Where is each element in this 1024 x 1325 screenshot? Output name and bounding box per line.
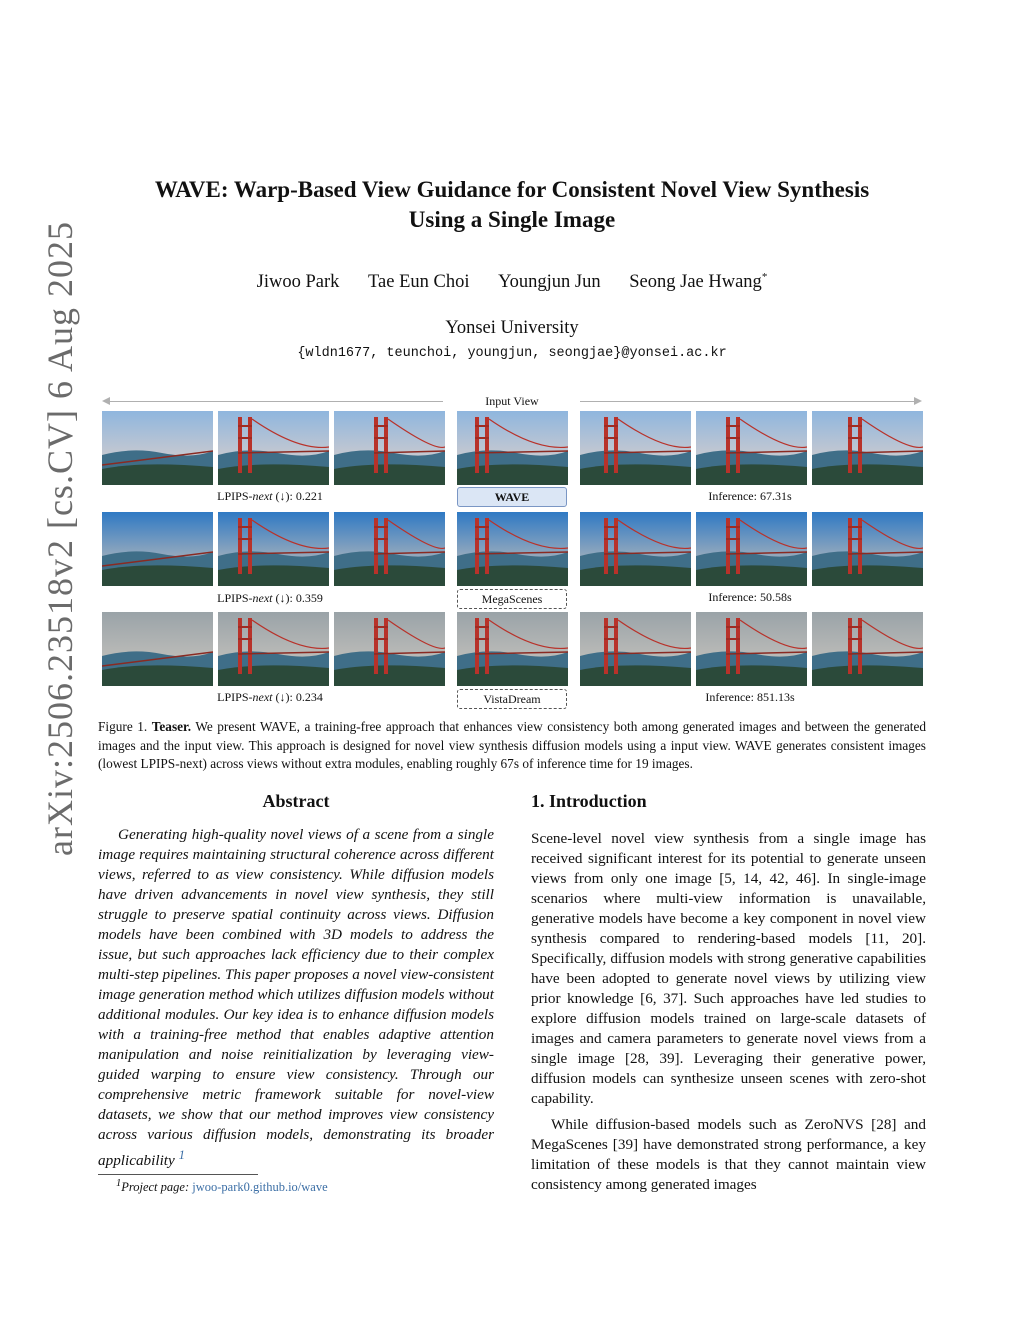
author: Youngjun Jun bbox=[498, 272, 601, 293]
abstract-heading: Abstract bbox=[262, 791, 330, 811]
intro-body bbox=[531, 829, 926, 1201]
generated-view-image bbox=[457, 512, 568, 586]
generated-view-image bbox=[580, 411, 691, 485]
method-box-megascenes: MegaScenes bbox=[457, 589, 567, 609]
generated-view-image bbox=[218, 612, 329, 686]
generated-view-image bbox=[102, 411, 213, 485]
method-box-vistadream: VistaDream bbox=[457, 689, 567, 709]
generated-view-image bbox=[334, 612, 445, 686]
generated-view-image bbox=[580, 612, 691, 686]
footnote-rule bbox=[98, 1174, 258, 1175]
paper-title bbox=[0, 175, 1024, 235]
author-emails: {wldn1677, teunchoi, youngjun, seongjae}@yonsei.ac.kr bbox=[297, 346, 727, 361]
generated-view-image bbox=[457, 612, 568, 686]
lpips-label: LPIPS-next (↓): 0.359 bbox=[217, 591, 323, 605]
generated-view-image bbox=[812, 512, 923, 586]
generated-view-image bbox=[696, 612, 807, 686]
corresponding-mark: * bbox=[761, 271, 768, 283]
inference-label: Inference: 50.58s bbox=[708, 590, 792, 604]
right-arrow-head bbox=[914, 397, 922, 405]
footnote-ref[interactable]: 1 bbox=[178, 1148, 185, 1162]
generated-view-image bbox=[696, 411, 807, 485]
lpips-label: LPIPS-next (↓): 0.234 bbox=[217, 690, 323, 704]
generated-view-image bbox=[102, 612, 213, 686]
right-arrow-line bbox=[580, 401, 914, 402]
arxiv-identifier: arXiv:2506.23518v2 [cs.CV] 6 Aug 2025 bbox=[40, 221, 80, 856]
generated-view-image bbox=[102, 512, 213, 586]
abstract-text: Generating high-quality novel views of a scene from a single image requires maintaining structural coherence across different views, referred to as view consistency. While diffusion models have driven advancements in novel view synthesis, they still struggle to preserve spatial continuity across views. Diffusion models have been combined with 3D models to address the issue, but such approaches lack efficiency due to their complex multi-step pipelines. This paper proposes a novel view-consistent image generation method which utilizes diffusion models without additional modules. Our key idea is to enhance diffusion models with a training-free method that enables adaptive attention manipulation and noise reinitialization by leveraging view-guided warping to ensure view consistency. Through our comprehensive metric framework suitable for novel-view datasets, we show that our method improves view consistency across various diffusion models, demonstrating its broader applicability bbox=[98, 826, 494, 1170]
title-line-1: WAVE: Warp-Based View Guidance for Consistent Novel View Synthesis bbox=[154, 177, 870, 202]
generated-view-image bbox=[218, 411, 329, 485]
author: Tae Eun Choi bbox=[368, 272, 470, 293]
generated-view-image bbox=[334, 411, 445, 485]
intro-paragraph-1: Scene-level novel view synthesis from a single image has received significant interest for its potential to generate unseen views from only one image [5, 14, 42, 46]. In single-image scenarios where multi-view information is unavailable, generative models have become a key component in novel view synthesis compared to rendering-based models [11, 20]. Specifically, diffusion models with strong generative capabilities have been adopted to generate novel views by utilizing view prior knowledge [6, 37]. Such approaches have led studies to explore diffusion models trained on large-scale datasets of images and camera parameters to generate novel views from a single image [28, 39]. Leveraging their generative power, diffusion models can synthesize unseen scenes with zero-shot capability. bbox=[531, 830, 926, 1107]
inference-label: Inference: 67.31s bbox=[708, 489, 792, 503]
left-arrow-line bbox=[110, 401, 443, 402]
generated-view-image bbox=[812, 411, 923, 485]
footnote: $^1$Project page: jwoo-park0.github.io/wave bbox=[116, 1178, 328, 1195]
generated-view-image bbox=[580, 512, 691, 586]
title-line-2: Using a Single Image bbox=[408, 207, 616, 232]
intro-paragraph-2: While diffusion-based models such as ZeroNVS [28] and MegaScenes [39] have demonstrated strong performance, a key limitation of these models is that they cannot maintain view consistency among generated images bbox=[531, 1116, 926, 1193]
figure-caption bbox=[98, 718, 926, 774]
left-arrow-head bbox=[102, 397, 110, 405]
caption-text: We present WAVE, a training-free approach that enhances view consistency both among generated images and between the generated images and the input view. This approach is designed for novel view synthesis diffusion models using a input view. WAVE generates consistent images (lowest LPIPS-next) across views without extra modules, enabling roughly 67s of inference time for 19 images. bbox=[98, 719, 927, 772]
caption-label: Figure 1. bbox=[98, 719, 148, 734]
author-list bbox=[0, 271, 1024, 293]
generated-view-image bbox=[812, 612, 923, 686]
intro-heading: 1. Introduction bbox=[531, 791, 647, 811]
inference-label: Inference: 851.13s bbox=[705, 690, 795, 704]
author: Jiwoo Park bbox=[256, 272, 340, 293]
input-view-label: Input View bbox=[485, 394, 539, 408]
project-page-link[interactable]: jwoo-park0.github.io/wave bbox=[192, 1180, 328, 1195]
generated-view-image bbox=[218, 512, 329, 586]
generated-view-image bbox=[696, 512, 807, 586]
caption-bold: Teaser. bbox=[151, 719, 192, 734]
generated-view-image bbox=[457, 411, 568, 485]
generated-view-image bbox=[334, 512, 445, 586]
affiliation: Yonsei University bbox=[445, 318, 579, 338]
method-box-wave: WAVE bbox=[457, 487, 567, 507]
author-corresponding: Seong Jae Hwang* bbox=[629, 271, 768, 293]
abstract-body bbox=[98, 825, 494, 1171]
lpips-label: LPIPS-next (↓): 0.221 bbox=[217, 489, 323, 503]
